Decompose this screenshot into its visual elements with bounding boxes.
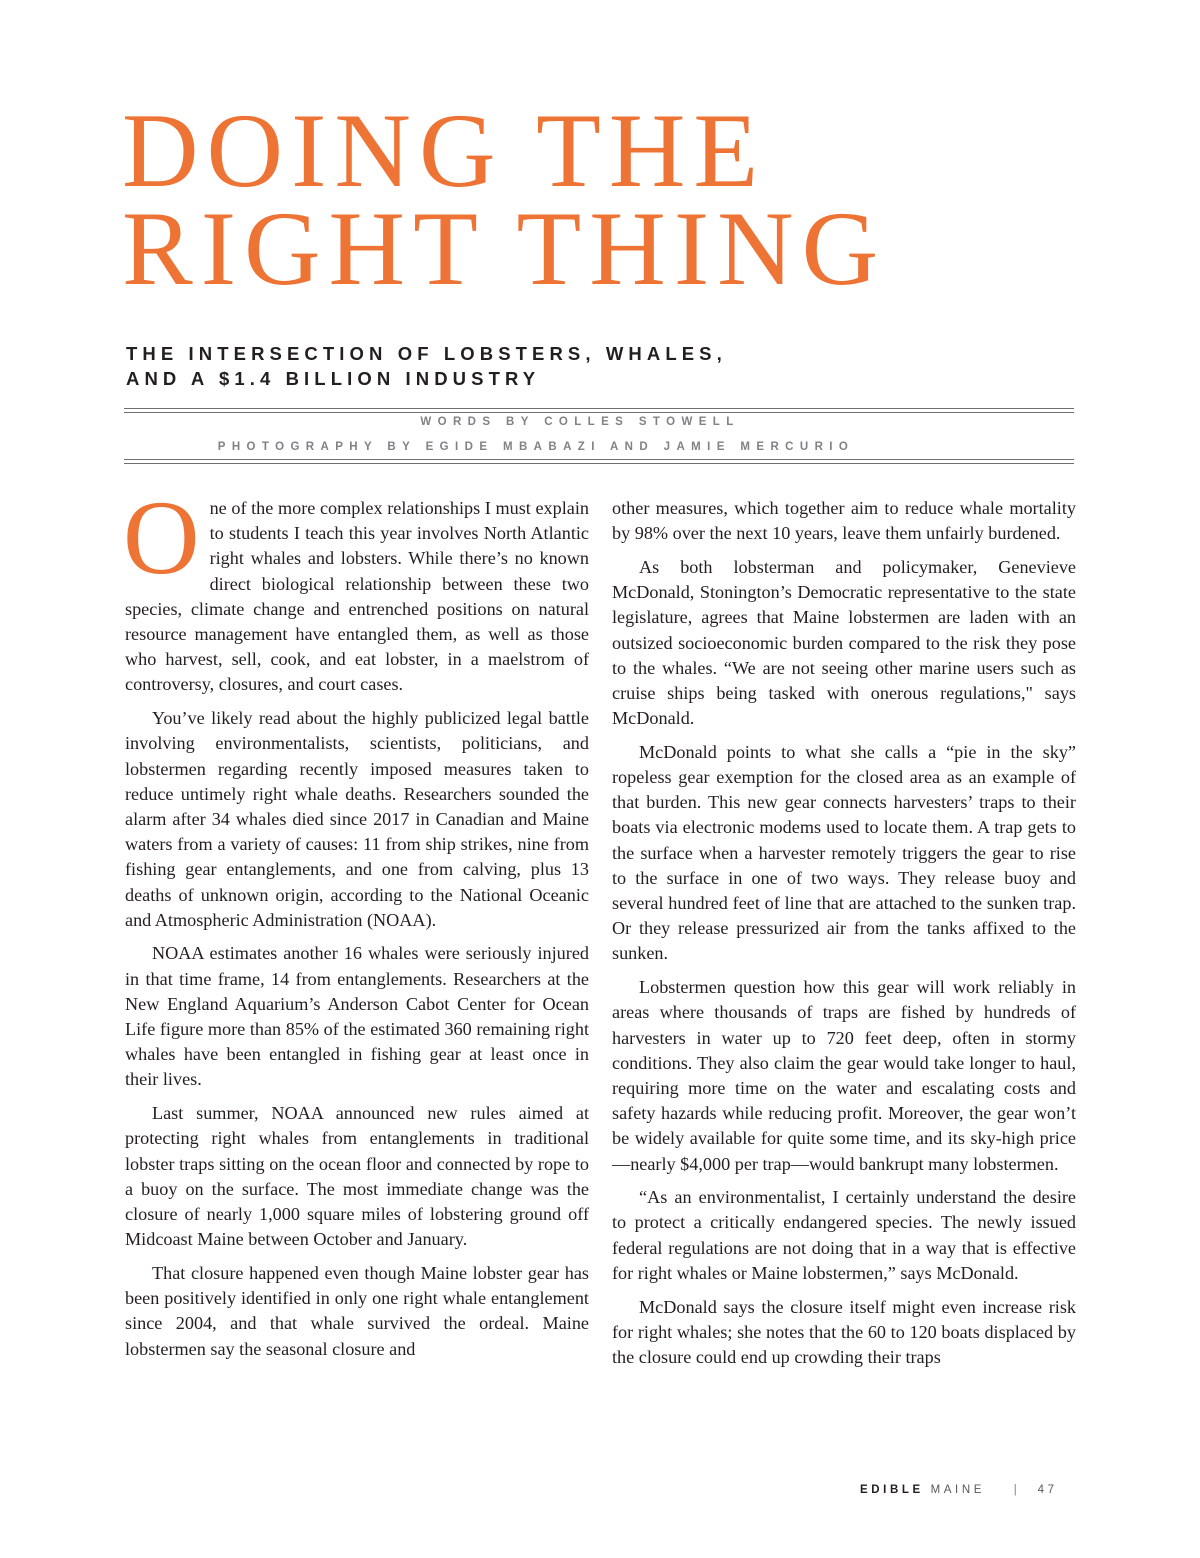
subtitle-line-2: AND A $1.4 BILLION INDUSTRY [126,367,541,389]
page-number: 47 [1037,1484,1058,1496]
paragraph: That closure happened even though Maine lobster gear has been positively identified in only one right whale entanglement since 2004, and that whale survived the ordeal. Maine lobstermen say the seasonal closure and [125,1262,589,1359]
paragraph-text: ne of the more complex relationships I must explain to students I teach this year involves North Atlantic right whales and lobsters. While there’s no known direct biological relationship between these two species, climate change and entrenched positions on natural resource management have entangled them, as well as those who harvest, sell, cook, and eat lobster, in a maelstrom of controversy, closures, and court cases. [125,498,589,695]
bottom-divider-inner [124,459,1074,460]
paragraph: “As an environmentalist, I certainly understand the desire to protect a critically endangered species. The newly issued federal regulations are not doing that in a way that is effective for right whales or Maine lobstermen,” says McDonald. [612,1187,1076,1283]
drop-cap: O [123,479,200,596]
footer-separator: | [1013,1484,1017,1496]
paragraph [123,479,589,698]
words-credit: WORDS BY COLLES STOWELL [420,416,740,428]
title-line-2: RIGHT THING [122,190,887,307]
page-footer [860,1484,1080,1496]
paragraph: As both lobsterman and policymaker, Genevieve McDonald, Stonington’s Democratic representative to the state legislature, agrees that Maine lobstermen are laden with an outsized socioeconomic burden compared to the risk they pose to the whales. “We are not seeing other marine users such as cruise ships being tasked with onerous regulations," says McDonald. [612,556,1076,729]
footer-brand: EDIBLE [860,1484,924,1496]
left-column [123,479,589,1370]
paragraph: McDonald points to what she calls a “pie in the sky” ropeless gear exemption for the closed area as an example of that burden. This new gear connects harvesters’ traps to their boats via electronic modems used to locate them. A trap gets to the surface when a harvester remotely triggers the gear to rise to the surface in one of two ways. They release buoy and several hundred feet of line that are attached to the sunken trap. Or they release pressurized air from the tanks affixed to the sunken. [612,741,1076,964]
subtitle-line-1: THE INTERSECTION OF LOBSTERS, WHALES, [126,343,727,364]
article-title [122,92,1082,307]
title-line-1: DOING THE [122,92,767,209]
paragraph: other measures, which together aim to reduce whale mortality by 98% over the next 10 years, leave them unfairly burdened. [612,498,1076,544]
paragraph: Last summer, NOAA announced new rules aimed at protecting right whales from entanglements in traditional lobster traps sitting on the ocean floor and connected by rope to a buoy on the surface. The most immediate change was the closure of nearly 1,000 square miles of lobstering ground off Midcoast Maine between October and January. [125,1103,589,1250]
paragraph: NOAA estimates another 16 whales were seriously injured in that time frame, 14 from entanglements. Researchers at the New England Aquarium’s Anderson Cabot Center for Ocean Life figure more than 85% of the estimated 360 remaining right whales have been entangled in fishing gear at least once in their lives. [125,943,589,1090]
bottom-divider [124,463,1074,464]
right-column [612,496,1076,1379]
article-subtitle [126,342,886,391]
paragraph: Lobstermen question how this gear will work reliably in areas where thousands of traps are fished by hundreds of harvesters in water up to 720 feet deep, often in stormy conditions. They also claim the gear would take longer to haul, requiring more time on the water and escalating costs and safety hazards while reducing profit. Moreover, the gear won’t be widely available for quite some time, and its sky-high price—nearly $4,000 per trap—would bankrupt many lobstermen. [612,977,1076,1174]
paragraph: McDonald says the closure itself might even increase risk for right whales; she notes that the 60 to 120 boats displaced by the closure could end up crowding their traps [612,1296,1076,1367]
footer-magazine: MAINE [930,1484,985,1496]
photo-credit: PHOTOGRAPHY BY EGIDE MBABAZI AND JAMIE MERCURIO [217,441,855,453]
top-divider-inner [124,412,1074,413]
paragraph: You’ve likely read about the highly publicized legal battle involving environmentalists, scientists, politicians, and lobstermen regarding recently imposed measures taken to reduce untimely right whale deaths. Researchers sounded the alarm after 34 whales died since 2017 in Canadian and Maine waters from a variety of causes: 11 from ship strikes, nine from fishing gear entanglements, and one from calving, plus 13 deaths of unknown origin, according to the National Oceanic and Atmospheric Administration (NOAA). [125,708,589,930]
top-divider [124,408,1074,409]
